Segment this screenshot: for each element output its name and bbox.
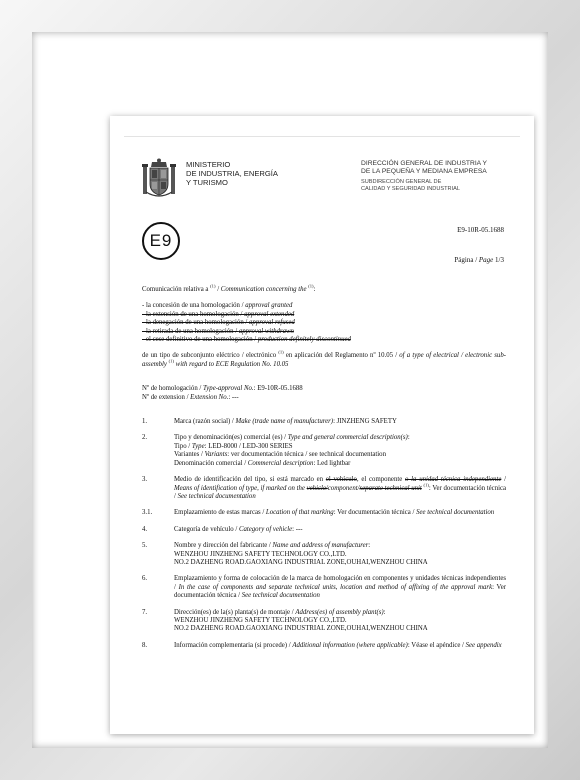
page-number bbox=[454, 256, 504, 264]
item-en: In the case of components and separate technical units, location and method of affixing of the approval mark bbox=[178, 583, 493, 591]
i3-component-en: component/ bbox=[327, 484, 360, 492]
item-es: Marca (razón social) / bbox=[174, 418, 236, 426]
type-b: en aplicación del Reglamento nº 10.05 / bbox=[283, 352, 400, 360]
item-number: 3.1. bbox=[142, 509, 153, 517]
item-number: 1. bbox=[142, 418, 148, 426]
option-extended bbox=[142, 311, 506, 319]
item-value: : --- bbox=[292, 525, 303, 533]
option-withdrawn bbox=[142, 328, 506, 336]
intro-es: Comunicación relativa a bbox=[142, 286, 211, 293]
item-6-mark-placement bbox=[142, 575, 506, 600]
item-number: 7. bbox=[142, 608, 148, 616]
option-es: - el cese definitivo de una homologación / bbox=[142, 336, 258, 344]
footnote-ref: (1) bbox=[278, 350, 284, 356]
item-es: Emplazamiento de estas marcas / bbox=[174, 509, 266, 517]
variants-label-en: Variants bbox=[204, 451, 228, 459]
item-end: : bbox=[368, 542, 371, 550]
page-label-en: Page bbox=[478, 256, 494, 264]
option-es: - la concesión de una homologación / bbox=[142, 302, 246, 310]
item-number: 4. bbox=[142, 525, 148, 533]
approval-no-es: Nº de homologación / bbox=[142, 385, 204, 393]
e9-approval-mark: E9 bbox=[142, 222, 180, 260]
item-3-1-location bbox=[142, 509, 506, 517]
item-4-category bbox=[142, 526, 506, 534]
item-en: Category of vehicle bbox=[238, 525, 293, 533]
commercial-label: Denominación comercial / bbox=[174, 459, 248, 467]
type-c-en: of a type of electrical / electronic sub-assembly bbox=[142, 352, 506, 368]
item-value-en: See appendix bbox=[465, 641, 502, 649]
item-end: : bbox=[407, 434, 410, 442]
approval-no-en: Type-approval No. bbox=[203, 385, 254, 393]
option-en: production definitely discontinued bbox=[257, 336, 351, 344]
directorate-line: DE LA PEQUEÑA Y MEDIANA EMPRESA bbox=[361, 168, 487, 176]
item-es: Emplazamiento y forma de colocación de la marca de homologación en componentes y unidades técnicas independientes / bbox=[174, 575, 506, 591]
directorate-block bbox=[361, 160, 531, 193]
option-refused bbox=[142, 319, 506, 327]
option-discontinued bbox=[142, 336, 506, 344]
item-value: : Véase el apéndice / bbox=[407, 641, 466, 649]
item-1-make bbox=[142, 418, 506, 426]
i3-sep: / bbox=[501, 476, 506, 484]
subdirectorate-line: SUBDIRECCIÓN GENERAL DE bbox=[361, 179, 442, 186]
footnote-ref: (1) bbox=[168, 358, 174, 364]
option-granted bbox=[142, 302, 506, 310]
item-number: 6. bbox=[142, 575, 148, 583]
subdirectorate-line: CALIDAD Y SEGURIDAD INDUSTRIAL bbox=[361, 186, 460, 193]
item-value: : JINZHENG SAFETY bbox=[333, 418, 397, 426]
item-value: : Ver documentación técnica / bbox=[174, 583, 506, 600]
footnote-ref: (1) bbox=[308, 283, 314, 289]
i3-struck-vehicle-en: vehicle/ bbox=[306, 484, 328, 492]
approval-no-value: : E9-10R-05.1688 bbox=[253, 385, 303, 393]
item-value: : Ver documentación técnica / bbox=[333, 509, 417, 517]
type-label-en: Type bbox=[191, 442, 205, 450]
commercial-label-en: Commercial description bbox=[247, 459, 314, 467]
item-number: 8. bbox=[142, 641, 148, 649]
page-value: 1/3 bbox=[493, 256, 504, 264]
variants-value: : ver documentación técnica / see technical documentation bbox=[227, 451, 386, 459]
footnote-ref: (1) bbox=[423, 482, 429, 488]
item-es: Información complementaria (si procede) / bbox=[174, 641, 293, 649]
variants-label: Variantes / bbox=[174, 451, 205, 459]
option-es: - la retirada de una homologación / bbox=[142, 327, 239, 335]
item-5-manufacturer bbox=[142, 542, 506, 567]
item-value-en: See technical documentation bbox=[416, 509, 495, 517]
ministry-line: Y TURISMO bbox=[186, 178, 228, 187]
item-en: Additional information (where applicable) bbox=[292, 641, 408, 649]
communication-intro bbox=[142, 283, 506, 294]
item-es: Nombre y dirección del fabricante / bbox=[174, 542, 273, 550]
plant-name: WENZHOU JINZHENG SAFETY TECHNOLOGY CO.,LTD. bbox=[174, 616, 347, 624]
item-7-assembly-plant bbox=[142, 609, 506, 634]
manufacturer-name: WENZHOU JINZHENG SAFETY TECHNOLOGY CO.,LTD. bbox=[174, 550, 347, 558]
i3-struck-vehicle: el vehículo bbox=[325, 476, 357, 484]
ext-es: Nº de extension / bbox=[142, 393, 191, 401]
type-a: de un tipo de subconjunto eléctrico / electrónico bbox=[142, 352, 279, 360]
type-value: : LED-8000 / LED-300 SERIES bbox=[204, 442, 293, 450]
i3-en: Means of identification of type, if marked on the bbox=[174, 484, 307, 492]
footnote-ref: (1) bbox=[210, 283, 216, 289]
intro-end: : bbox=[313, 286, 316, 293]
manufacturer-address: NO.2 DAZHENG ROAD.GAOXIANG INDUSTRIAL ZONE,OUHAI,WENZHOU CHINA bbox=[174, 558, 428, 566]
i3-c: , el componente bbox=[356, 476, 405, 484]
item-8-additional-info bbox=[142, 642, 506, 650]
item-2-type bbox=[142, 434, 506, 468]
directorate-line: DIRECCIÓN GENERAL DE INDUSTRIA Y bbox=[361, 160, 487, 167]
item-number: 3. bbox=[142, 476, 148, 484]
extension-number bbox=[142, 394, 506, 402]
coat-of-arms-icon bbox=[140, 158, 178, 200]
item-3-identification bbox=[142, 476, 506, 501]
certificate-page bbox=[110, 116, 534, 734]
page-label-es: Página / bbox=[454, 256, 479, 264]
item-en: Address(es) of assembly plant(s) bbox=[295, 608, 384, 616]
certificate-body bbox=[142, 283, 507, 650]
option-es: - la denegación de una homologación / bbox=[142, 319, 250, 327]
item-number: 2. bbox=[142, 434, 148, 442]
type-d-en: with regard to ECE Regulation No. 10.05 bbox=[173, 360, 289, 368]
subassembly-type-statement bbox=[142, 352, 506, 369]
item-en: Name and address of manufacturer bbox=[272, 542, 369, 550]
intro-sep: / bbox=[215, 286, 221, 293]
item-es: Dirección(es) de la(s) planta(s) de montaje / bbox=[174, 608, 296, 616]
item-en: Make (trade name of manufacturer) bbox=[235, 418, 334, 426]
intro-en: Communication concerning the bbox=[220, 286, 309, 293]
plant-address: NO.2 DAZHENG ROAD.GAOXIANG INDUSTRIAL ZONE,OUHAI,WENZHOU CHINA bbox=[174, 625, 428, 633]
ministry-line: DE INDUSTRIA, ENERGÍA bbox=[186, 169, 278, 178]
item-end: : bbox=[383, 608, 386, 616]
i3-struck-unit-en: separate technical unit bbox=[359, 484, 422, 492]
i3-a: Medio de identificación del tipo, si está marcado en bbox=[174, 476, 326, 484]
commercial-value: : Led lightbar bbox=[313, 459, 351, 467]
item-number: 5. bbox=[142, 542, 148, 550]
item-value-en: See technical documentation bbox=[241, 592, 320, 600]
frame-mat bbox=[32, 32, 548, 748]
ext-en: Extension No. bbox=[190, 393, 229, 401]
i3-value-en: See technical documentation bbox=[177, 492, 256, 500]
i3-value: : Ver documentación técnica / bbox=[174, 484, 507, 500]
option-en: approval withdrawn bbox=[238, 327, 294, 335]
document-number: E9-10R-05.1688 bbox=[457, 226, 504, 234]
ministry-name bbox=[186, 160, 278, 187]
top-rule bbox=[124, 136, 520, 137]
item-es: Categoría de vehículo / bbox=[174, 525, 239, 533]
i3-struck-unit: o la unidad técnica independiente bbox=[405, 476, 502, 484]
option-en: approval granted bbox=[245, 302, 293, 310]
ext-value: : --- bbox=[228, 393, 239, 401]
type-label: Tipo / bbox=[174, 442, 192, 450]
item-en: Location of that marking bbox=[265, 509, 334, 517]
subdirectorate bbox=[361, 179, 531, 193]
option-en: approval refused bbox=[249, 319, 295, 327]
option-es: - la extensión de una homologación / bbox=[142, 310, 245, 318]
ministry-line: MINISTERIO bbox=[186, 160, 231, 169]
item-es: Tipo y denominación(es) comercial (es) / bbox=[174, 434, 288, 442]
approval-number bbox=[142, 385, 506, 393]
option-en: approval extended bbox=[244, 310, 295, 318]
item-en: Type and general commercial description(s) bbox=[287, 434, 408, 442]
